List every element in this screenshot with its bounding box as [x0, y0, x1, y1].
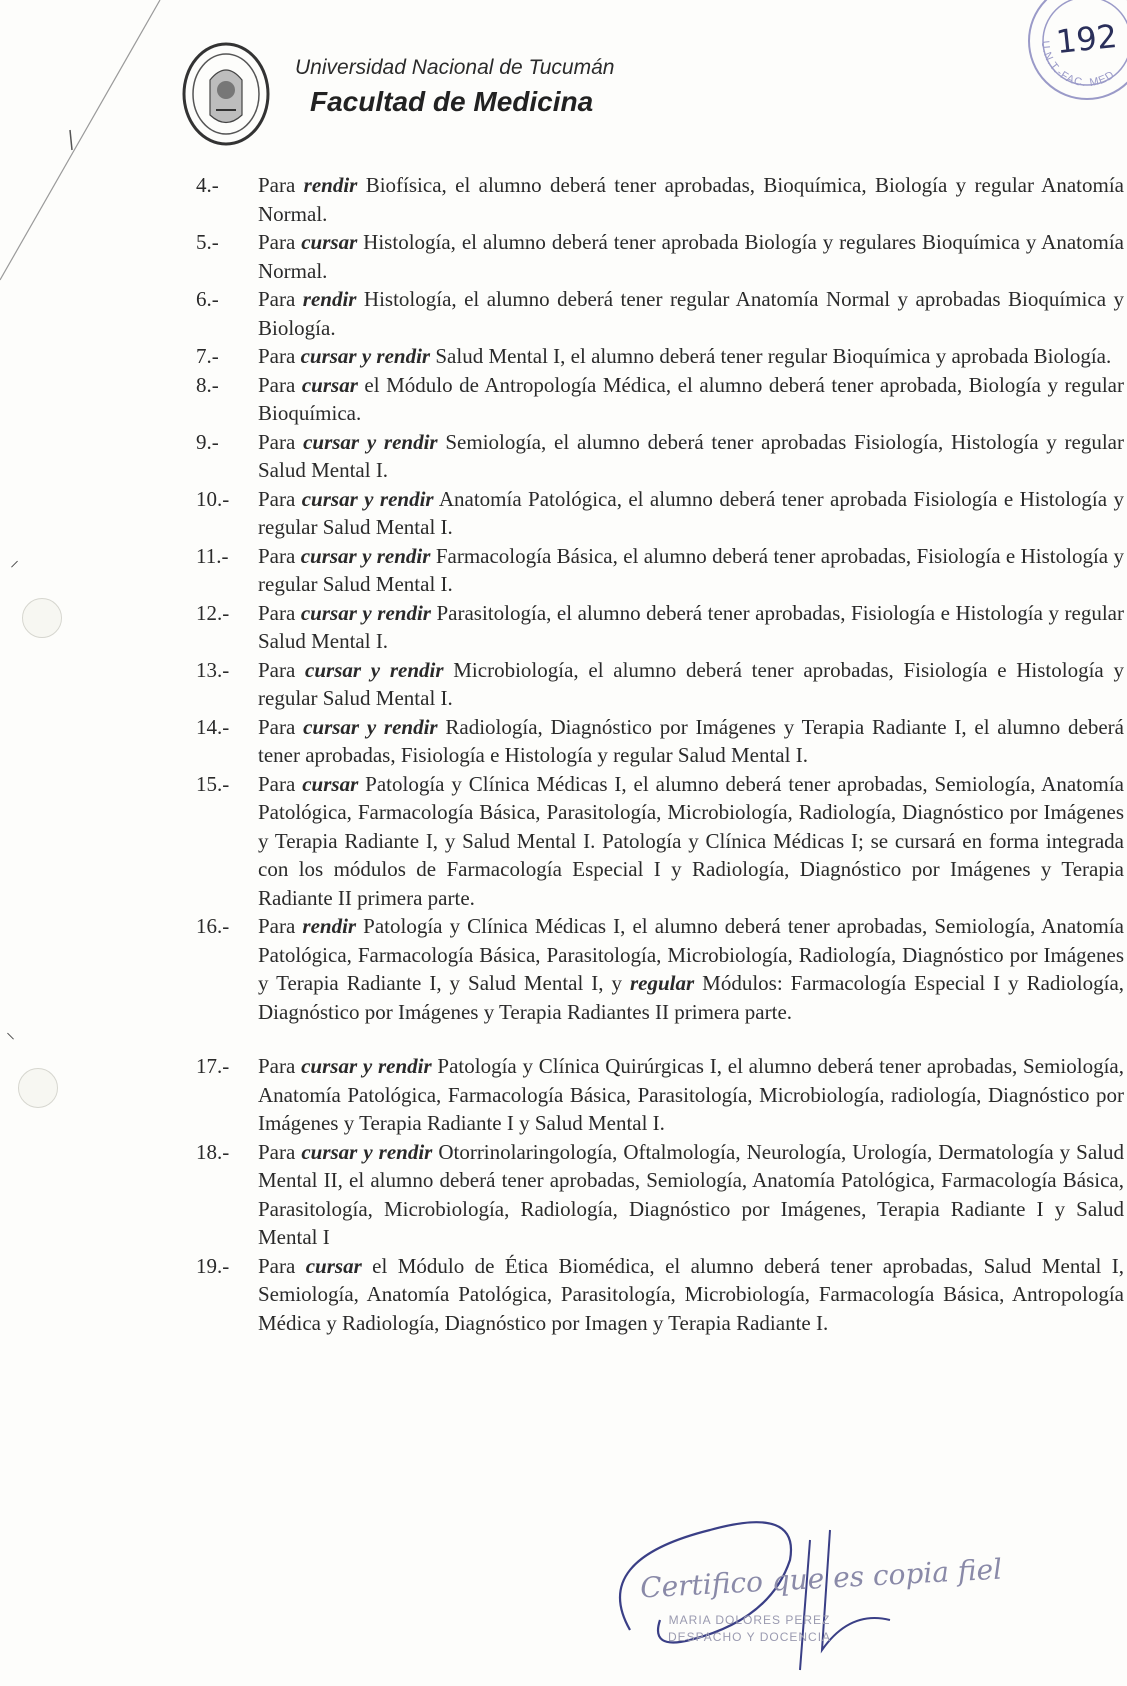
university-name: Universidad Nacional de Tucumán — [295, 56, 615, 79]
item-text-part: Salud Mental I, el alumno deberá tener regular Bioquímica y aprobada Biología. — [430, 344, 1112, 368]
item-text — [258, 371, 1124, 428]
item-text-part: Radiología, Diagnóstico por Imágenes y Terapia Radiante I, el alumno deberá tener aprobadas, Fisiología e Histología y regular Salud Mental I. — [258, 714, 1124, 767]
item-text — [258, 485, 1124, 542]
official-name-stamp — [668, 1612, 831, 1646]
item-text — [258, 713, 1124, 770]
item-text-part: Histología, el alumno deberá tener aprobada Biología y regulares Bioquímica y Anatomía Normal. — [258, 230, 1124, 283]
item-emphasis: cursar y rendir — [301, 486, 434, 511]
item-text-part: Para — [258, 230, 302, 254]
item-number: 17.- — [196, 1054, 230, 1078]
item-text-part: Para — [258, 543, 301, 568]
regulation-item — [196, 770, 1124, 913]
faculty-name: Facultad de Medicina — [310, 86, 594, 117]
regulation-item — [196, 485, 1124, 542]
regulation-item — [196, 228, 1124, 285]
punch-hole-top — [22, 598, 62, 638]
regulation-item — [196, 912, 1124, 1026]
margin-mark: ⸝ — [10, 550, 19, 570]
item-number: 16.- — [196, 914, 230, 938]
item-text-part: Para — [258, 714, 304, 739]
item-number: 7.- — [196, 344, 219, 368]
item-text-part: Para — [258, 1253, 306, 1278]
certification-handwritten: Certifico que es copia fiel — [639, 1552, 1003, 1605]
item-text-part: Para — [258, 372, 302, 397]
item-emphasis: cursar — [305, 1253, 362, 1278]
item-text — [258, 542, 1124, 599]
item-number: 15.- — [196, 771, 230, 796]
item-text-part: Para — [258, 287, 303, 311]
item-text — [258, 656, 1124, 713]
regulation-item — [196, 342, 1124, 371]
item-text-part: Para — [258, 914, 303, 938]
item-emphasis: cursar y rendir — [300, 344, 431, 368]
item-number: 8.- — [196, 372, 219, 397]
item-emphasis: regular — [629, 971, 695, 995]
item-emphasis: cursar — [302, 771, 359, 796]
item-number: 19.- — [196, 1253, 230, 1278]
item-text-part: Patología y Clínica Médicas I, el alumno deberá tener aprobadas, Semiología, Anatomía Patológica, Farmacología Básica, Parasitología, Microbiología, Radiología, Diagnóstico por Imágenes y Terapia Radiante I, y Salud Mental I. Patología y Clínica Médicas I; se cursará en forma integrada con los módulos de Farmacología Especial I y Radiología, Diagnóstico por Imágenes y Terapia Radiante II primera parte. — [258, 771, 1124, 910]
item-text-part: Para — [258, 486, 302, 511]
regulation-item — [196, 599, 1124, 656]
item-text-part: Módulos: Farmacología Especial I y Radiología, Diagnóstico por Imágenes y Terapia Radiantes II primera parte. — [258, 971, 1125, 1024]
item-text-part: Para — [258, 344, 301, 368]
item-text-part: Para — [258, 1054, 302, 1078]
item-text — [258, 228, 1124, 285]
regulation-item — [196, 428, 1124, 485]
item-emphasis: cursar y rendir — [303, 714, 438, 739]
university-seal-logo — [180, 40, 272, 148]
regulation-item — [196, 542, 1124, 599]
punch-hole-bottom — [18, 1068, 58, 1108]
item-text-part: Farmacología Básica, el alumno deberá tener aprobadas, Fisiología e Histología y regular Salud Mental I. — [258, 543, 1124, 596]
regulation-item — [196, 171, 1124, 228]
regulation-items — [196, 171, 1124, 1337]
item-text-part: Para — [258, 657, 306, 682]
item-number: 13.- — [196, 657, 230, 682]
item-text — [258, 285, 1124, 342]
item-text-part: Para — [258, 1139, 302, 1164]
item-emphasis: rendir — [303, 173, 358, 197]
item-number: 14.- — [196, 714, 230, 739]
item-text — [258, 428, 1124, 485]
item-text-part: el Módulo de Antropología Médica, el alumno deberá tener aprobada, Biología y regular Bioquímica. — [258, 372, 1124, 425]
margin-mark: ⸜ — [6, 1022, 15, 1042]
item-text — [258, 599, 1124, 656]
item-number: 9.- — [196, 429, 219, 454]
item-text-part: Histología, el alumno deberá tener regular Anatomía Normal y aprobadas Bioquímica y Biología. — [258, 287, 1124, 340]
item-text-part: Anatomía Patológica, el alumno deberá tener aprobada Fisiología e Histología y regular Salud Mental I. — [258, 486, 1124, 539]
item-text — [258, 770, 1124, 913]
item-text-part: Parasitología, el alumno deberá tener aprobadas, Fisiología e Histología y regular Salud Mental I. — [258, 600, 1124, 653]
regulation-item — [196, 371, 1124, 428]
item-text-part: Para — [258, 173, 304, 197]
item-number: 4.- — [196, 173, 219, 197]
folio-number: 192 — [1054, 16, 1119, 62]
item-emphasis: rendir — [302, 287, 357, 311]
regulation-item — [196, 285, 1124, 342]
item-text-part: Otorrinolaringología, Oftalmología, Neurología, Urología, Dermatología y Salud Mental II, el alumno deberá tener aprobadas, Semiología, Anatomía Patológica, Farmacología Básica, Parasitología, Microbiología, Radiología, Diagnóstico por Imágenes, Terapia Radiante I y Salud Mental I — [258, 1139, 1124, 1249]
item-text-part: Microbiología, el alumno deberá tener aprobadas, Fisiología e Histología y regular Salud Mental I. — [258, 657, 1124, 710]
letterhead — [170, 36, 730, 156]
item-number: 5.- — [196, 230, 219, 254]
regulation-item — [196, 1052, 1124, 1138]
item-number: 6.- — [196, 287, 219, 311]
regulation-item — [196, 713, 1124, 770]
item-text-part: Para — [258, 771, 303, 796]
item-text — [258, 1138, 1124, 1252]
item-emphasis: cursar — [301, 230, 358, 254]
item-text-part: Biofísica, el alumno deberá tener aprobadas, Bioquímica, Biología y regular Anatomía Normal. — [258, 173, 1124, 226]
regulation-item — [196, 1252, 1124, 1338]
item-emphasis: cursar y rendir — [300, 600, 431, 625]
item-text — [258, 1252, 1124, 1338]
item-emphasis: cursar y rendir — [301, 1139, 433, 1164]
stamp-office-name: DESPACHO Y DOCENCIA — [668, 1630, 832, 1644]
item-emphasis: rendir — [302, 914, 357, 938]
item-text-part: Semiología, el alumno deberá tener aprobadas Fisiología, Histología y regular Salud Mental I. — [258, 429, 1124, 482]
item-text — [258, 1052, 1124, 1138]
item-text-part: Para — [258, 600, 301, 625]
item-text-part: Patología y Clínica Quirúrgicas I, el alumno deberá tener aprobadas, Semiología, Anatomía Patológica, Farmacología Básica, Parasitología, Microbiología, radiología, Diagnóstico por Imágenes y Terapia Radiante I y Salud Mental I. — [258, 1054, 1124, 1135]
item-text-part: Para — [258, 429, 304, 454]
item-text — [258, 171, 1124, 228]
item-text — [258, 912, 1124, 1026]
item-emphasis: cursar y rendir — [305, 657, 444, 682]
item-emphasis: cursar — [301, 372, 358, 397]
stamp-text: U.N.T.-FAC. MED — [1038, 40, 1118, 90]
item-number: 12.- — [196, 600, 230, 625]
item-emphasis: cursar y rendir — [301, 1054, 432, 1078]
item-emphasis: cursar y rendir — [303, 429, 438, 454]
item-number: 10.- — [196, 486, 230, 511]
item-text-part: Patología y Clínica Médicas I, el alumno deberá tener aprobadas, Semiología, Anatomía Patológica, Farmacología Básica, Parasitología, Microbiología, Radiología, Diagnóstico por Imágenes y Terapia Radiante I, y Salud Mental I, y — [258, 914, 1124, 995]
item-number: 18.- — [196, 1139, 230, 1164]
item-text — [258, 342, 1124, 371]
item-number: 11.- — [196, 543, 229, 568]
item-text-part: el Módulo de Ética Biomédica, el alumno deberá tener aprobadas, Salud Mental I, Semiología, Anatomía Patológica, Parasitología, Microbiología, Farmacología Básica, Antropología Médica y Radiología, Diagnóstico por Imagen y Terapia Radiante I. — [258, 1253, 1124, 1335]
stamp-person-name: MARIA DOLORES PEREZ — [668, 1613, 831, 1627]
item-emphasis: cursar y rendir — [300, 543, 431, 568]
regulation-item — [196, 1138, 1124, 1252]
regulation-item — [196, 656, 1124, 713]
